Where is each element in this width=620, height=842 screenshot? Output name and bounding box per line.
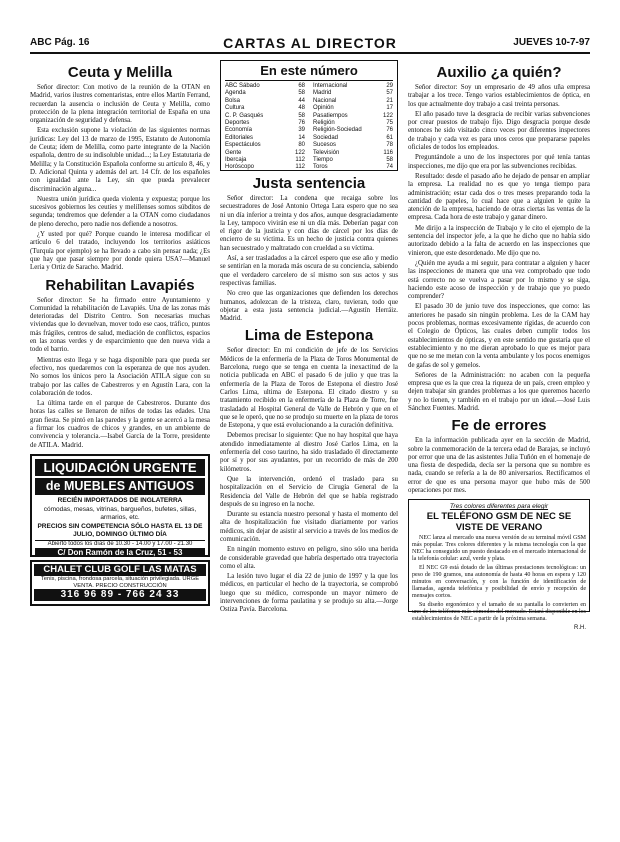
index-entry <box>225 83 305 90</box>
index-entry-label: Toros <box>313 164 328 171</box>
index-entry-page: 122 <box>294 149 305 156</box>
paragraph: No creo que las organizaciones que defienden los derechos humanos, adolezcan de la tristeza, claro, tuvieran, todo que objetar a esta justa sentencia judicial.—Agustín Herráiz. Madrid. <box>220 290 398 323</box>
index-entry-label: Cultura <box>225 105 245 112</box>
index-entry-page: 57 <box>386 90 393 97</box>
ad-text: Tenis, piscina, frondosa parcela, situación privilegiada. URGE VENTA. PRECIO CONSTRUCCIÓN <box>40 575 200 589</box>
ad-hours: Abierto todos los días de 10.30 - 14.00 y 17.00 - 21.30 <box>35 540 205 547</box>
paragraph: Resultado: desde el pasado año he dejado de pensar en ampliar la empresa. La realidad no es que yo tenga tiempo para administración; estar cada dos o tres meses preparando toda la cantidad de papeles, lo cual hace que a alguien le quite la atención de la empresa, haciendo de otras ciertas las ventas de la empresa. Cada hora de este trabajo y ganar dinero. <box>408 172 590 222</box>
index-entry <box>225 105 305 112</box>
paragraph: El pasado 30 de junio tuve dos inspecciones, que como: las anteriores he pasado sin ningún problema. Les de la CAM hay pocos problemas, normas excesivamente rígidas, de acuerdo con el Colegio de Ópticos, las cuales deben cumplir todos los establecimientos de ópticas, y en este sentido me gustaría que el establecimiento y no me dieran aprobado lo que es mejor para que no se me metan con la venta ambulante y los pocos enemigos de gafas de sol y gemelos. <box>408 303 590 369</box>
paragraph: NEC lanza al mercado una nueva versión de su terminal móvil GSM más popular. Tres colores diferentes y la misma tecnología con la que NEC ha conseguido un puesto destacado en el mercado internacional de la telefonía celular: azul, verde y plata. <box>412 535 586 563</box>
paragraph: Señores de la Administración: no acaben con la pequeña empresa que es la que crea la riqueza de un país, creen empleo y dejen trabajar sin grandes problemas a los que queremos hacerlo y no lo tienen, y también en el trabajo por un ideal.—José Luis Sánchez Fuentes. Madrid. <box>408 371 590 412</box>
paragraph: Nuestra unión jurídica queda violenta y expuesta; porque los sucesivos gobiernos les ceutíes y melillenses somos súbditos de segunda; tendremos que defender a la OTAN como ciudadanos de pleno derecho, pero nadie nos defiende a nosotros. <box>30 195 210 228</box>
index-entry-page: 39 <box>298 127 305 134</box>
index-entry-label: Madrid <box>313 90 332 97</box>
index-entry-label: C. P. Gasqués <box>225 112 264 119</box>
index-entry-label: Religión <box>313 120 335 127</box>
index-entry <box>225 90 305 97</box>
index-entry-label: Televisión <box>313 149 340 156</box>
index-entry-label: Gente <box>225 149 242 156</box>
paragraph: El año pasado tuve la desgracia de recibir varias subvenciones por crear puestos de trabajo fijo. Digo desgracia porque desde entonces he sido visitado cinco veces por diferentes inspectores de trabajo y cada vez es para unos ceros que prepararse papeles oficiales de todos los empleados. <box>408 110 590 152</box>
index-entry-page: 14 <box>298 134 305 141</box>
index-entry <box>225 98 305 105</box>
paragraph: Señor director: Soy un empresario de 49 años uña empresa trabajar a los trece. Tengo varios establecimientos de óptica, en los que actualmente doy trabajo a casi treinta personas. <box>408 84 590 108</box>
paragraph: En la información publicada ayer en la sección de Madrid, sobre la conmemoración de la tercera edad de Barajas, se incluyó por error que una de las asistentes Julia Tuñón en el homenaje de una fiesta de despedida, decía ser la persona que su nombre es nada, cuando se refería a la de 80 aniversarios. Rectificamos el error de que es una persona mayor que hubo más de 500 operaciones por mes. <box>408 437 590 495</box>
ad-signature: R.H. <box>574 625 586 632</box>
paragraph: Señor director: La condena que recaiga sobre los secuestradores de José Antonio Ortega Lara espero que no sea ni un día inferior a treinta y dos años, aunque desgraciadamente la Ley, tampoco vivirán ese ni un día más. Deberían pagar con el rigor de la justicia y con días de cárcel por los días de encierro de su víctima. Es un hecho de justicia contra quienes han secuestrado y maltratado con crueldad a su víctima. <box>220 195 398 252</box>
index-entry <box>225 164 305 171</box>
paragraph: La lesión tuvo lugar el día 22 de junio de 1997 y la que los médicos, en particular el hecho de la trayectoria, se comprobó luego que su médico, corresponde un mayor número de intervenciones de forma paulatina y se produjo su alta.—Jorge Ostiza Pavía. Barcelona. <box>220 573 398 614</box>
index-entry <box>225 127 305 134</box>
index-entry-label: Editoriales <box>225 134 254 141</box>
index-entry <box>225 135 305 142</box>
index-entry <box>313 113 393 120</box>
ad-subheadline: de MUEBLES ANTIGUOS <box>35 478 205 495</box>
index-entry <box>225 157 305 164</box>
index-entry <box>225 150 305 157</box>
index-entry <box>313 90 393 97</box>
index-entry <box>313 98 393 105</box>
paragraph: Debemos precisar lo siguiente: Que no hay hospital que haya atendido inmediatamente al diestro José Carlos Lima, en la enfermería del coso taurino, ha sido trasladado él directamente por sí y por sus ayudantes, por un recorrido de más de 200 kilómetros. <box>220 432 398 473</box>
section-title: CARTAS AL DIRECTOR <box>223 35 397 51</box>
index-entry <box>313 105 393 112</box>
paragraph: Preguntándole a uno de los inspectores por qué tenía tantas inspecciones, me dijo que era por las subvenciones recibidas. <box>408 154 590 170</box>
index-entry-page: 76 <box>298 120 305 127</box>
paragraph: En ningún momento estuvo en peligro, sino sólo una herida de considerable gravedad que habría despertado otra trayectoria como el alta. <box>220 546 398 570</box>
index-list <box>225 83 393 172</box>
paragraph: Durante su estancia nuestro personal y hasta el momento del alta de hospitalización fue visitado diariamente por varios médicos, sin dejar de asistir al servicio a través de los medios de comunicación. <box>220 511 398 543</box>
index-entry-page: 29 <box>386 83 393 89</box>
article-body-lavapies <box>30 297 210 450</box>
index-entry-label: Sucesos <box>313 142 337 149</box>
index-entry-page: 58 <box>298 112 305 119</box>
index-entry-label: Internacional <box>313 83 348 89</box>
article-title-lavapies: Rehabilitan Lavapiés <box>45 276 195 294</box>
index-entry-page: 44 <box>298 97 305 104</box>
index-entry-page: 78 <box>386 142 393 149</box>
article-title-auxilio: Auxilio ¿a quién? <box>436 64 562 81</box>
issue-date: JUEVES 10-7-97 <box>513 37 590 48</box>
index-entry-page: 75 <box>386 120 393 127</box>
index-entry-page: 21 <box>386 97 393 104</box>
index-entry <box>313 150 393 157</box>
article-body-lima-estepona <box>220 347 398 614</box>
column-middle <box>220 60 398 822</box>
index-entry-label: Deportes <box>225 120 250 127</box>
index-entry <box>225 142 305 149</box>
article-title-lima-estepona: Lima de Estepona <box>244 327 374 345</box>
index-entry-page: 58 <box>298 90 305 97</box>
index-entry-page: 58 <box>386 157 393 164</box>
article-title-justa-sentencia: Justa sentencia <box>252 175 366 192</box>
ad-text: cómodas, mesas, vitrinas, bargueños, bufetes, sillas, armarios, etc. <box>43 506 197 521</box>
index-entry-page: 122 <box>382 112 393 119</box>
article-body-ceuta-melilla <box>30 84 210 273</box>
index-entry <box>225 120 305 127</box>
ad-chalet <box>30 560 210 606</box>
index-box <box>220 60 398 171</box>
index-entry-page: 80 <box>298 142 305 149</box>
index-entry-label: Tiempo <box>313 157 333 164</box>
paragraph: Señor director: En mi condición de jefe de los Servicios Médicos de la enfermería de la Plaza de Toros Monumental de Barcelona, ruego que se tenga en cuenta la inexactitud de la noticia publicada en ABC el pasado 6 de julio y que tras la enfermería de la Plaza de Toros de Estepona el diestro José Carlos Lima, ultima de Estepona. El citado diestro y su tratamiento recibido en la enfermería de la Plaza de Torre, fue trasladado al Hospital General de Valle de Hebrón y que en el que se le operó, que no se produjo su muerte en la plaza de toros de Estepona, y que está evolucionando a la curación definitiva. <box>220 347 398 430</box>
index-entry-label: Agenda <box>225 90 246 97</box>
ad-address: C/ Don Ramón de la Cruz, 51 - 53 <box>35 548 205 557</box>
index-entry <box>313 83 393 90</box>
index-entry-label: Nacional <box>313 97 337 104</box>
index-entry-label: Ibercaja <box>225 157 247 164</box>
index-entry <box>313 135 393 142</box>
paragraph: Señor director: Se ha firmado entre Ayuntamiento y Comunidad la rehabilitación de Lavapiés. Una de las zonas más deterioradas del Distrito Centro. Son necesarias muchas viviendas que lo devuelvan, mover todo ese caos, tráfico, puntos más frágiles, centros de salud, mediación de conflictos, espacios en las zonas verdes y de esparcimiento que den nueva vida a todo el barrio. <box>30 296 210 354</box>
paragraph: ¿Quién me ayuda a mi seguir, para contratar a alguien y hacer las inspecciones de manera que una vez comprobado que todo está correcto no se vuelva a pasar por lo mismo y se siga, haciendo este acoso de inspección y de trabajo que yo puedo comprender? <box>408 259 590 301</box>
index-entry-page: 116 <box>383 149 393 156</box>
paragraph: Su diseño ergonómico y el tamaño de su pantalla lo convierten en uno de los teléfonos más cómodos del mercado. Estará disponible en los establecimientos de NEC a partir de la próxima semana. <box>412 602 586 623</box>
index-entry-page: 61 <box>386 134 393 141</box>
index-entry-label: Horóscopo <box>225 164 255 171</box>
column-left <box>30 60 210 822</box>
ad-headline: EL TELÉFONO GSM DE NEC SE VISTE DE VERANO <box>426 511 572 534</box>
index-entry-page: 112 <box>295 157 305 164</box>
index-column <box>313 83 393 172</box>
index-entry-label: Religión-Sociedad <box>313 127 362 134</box>
paragraph: El NEC G9 está dotado de las últimas prestaciones tecnológicas: un peso de 190 gramos, una autonomía de hasta 40 horas en espera y 120 minutos en conversación, y con la función de identificación de llamadas, agenda telefónica y posibilidad de envío y recepción de mensajes cortos. <box>412 565 586 600</box>
article-title-ceuta-melilla: Ceuta y Melilla <box>67 64 173 81</box>
index-entry <box>313 127 393 134</box>
index-entry-label: Bolsa <box>225 97 241 104</box>
index-entry-page: 112 <box>295 164 305 171</box>
index-entry-page: 48 <box>298 105 305 112</box>
paragraph: Señor director: Con motivo de la reunión de la OTAN en Madrid, varios ilustres comentaristas, entre ellos Martín Ferrand, recuerdan la ausencia o inclusión de Ceuta y Melilla, como protección de la plena integración territorial de España en una organización de seguridad y defensa. <box>30 84 210 125</box>
page-header <box>30 36 590 54</box>
index-entry <box>313 120 393 127</box>
index-entry-page: 17 <box>386 105 393 112</box>
index-entry-label: Economía <box>225 127 253 134</box>
paragraph: Me dirijo a la inspección de Trabajo y le cito el ejemplo de la sentencia del inspector jefe, a la que he dicho que no había sido autorizado debido a la falta de acuerdo en las inspecciones que vinieron, que este desordenado. Me dijo que no. <box>408 224 590 257</box>
index-entry-page: 74 <box>386 164 393 171</box>
ad-muebles-antiguos <box>30 454 210 557</box>
article-body-justa-sentencia <box>220 195 398 323</box>
index-entry-label: Pasatiempos <box>313 112 348 119</box>
ad-headline: CHALET CLUB GOLF LAS MATAS <box>34 564 206 576</box>
ad-headline: LIQUIDACIÓN URGENTE <box>35 459 205 476</box>
paragraph: Mientras esto llega y se haga disponible para que pueda ser efectivo, nos quedaremos con la esperanza de que nos ayuden. No somos los únicos pero la Asociación ATILA sigue con su trabajo por las calles de Cabestreros y en Agustín Lara, con la colaboración de todos. <box>30 356 210 397</box>
ad-kicker: Tres colores diferentes para elegir <box>449 503 549 511</box>
column-right <box>408 60 590 822</box>
index-column <box>225 83 305 172</box>
paragraph: La última tarde en el parque de Cabestreros. Durante dos horas las calles se llenaron de niños de todas las edades. Una gran fiesta. Se pintó en las paredes y la gente se acercó a la mesa a firmar los cuadros de chicos y grandes, en un ambiente de convivencia y tolerancia.—Isabel García de la Torre, presidente de ATILA. Madrid. <box>30 400 210 449</box>
index-entry <box>313 157 393 164</box>
index-entry <box>313 164 393 171</box>
article-body-auxilio <box>408 84 590 413</box>
index-entry-label: Sociedad <box>313 134 339 141</box>
paragraph: Así, a ser trasladados a la cárcel espero que ese año y medio se sentirían en la morada más oscura de su conciencia, sabiendo que el verdadero carcelero de sí mismo son sus actos y sus respectivas familias. <box>220 255 398 287</box>
index-title: En este número <box>225 63 393 81</box>
paragraph: Esta exclusión supone la violación de las siguientes normas jurídicas: Ley del 13 de marzo de 1995, Estatuto de Autonomía de Ceuta; ídem de Melilla, como parte integrante de la Nación española, dentro de su indisoluble unidad...; la Ley Estatutaria de Melilla; y la Constitución Española conforme su artículo 8, 46, y D. Adicional Quinta y además del art. 14 Cfr. de los españoles con igualdad ante la Ley, sin que pueda prevalecer discriminación alguna... <box>30 127 210 193</box>
ad-phone: 316 96 89 - 766 24 33 <box>34 589 206 601</box>
index-entry-page: 68 <box>298 83 305 89</box>
index-entry-label: ABC Sábado <box>225 83 260 89</box>
index-entry <box>225 113 305 120</box>
paragraph: Que la intervención, ordenó el traslado para su hospitalización en el Servicio de Cirugía General de la Residencia del Valle de Hebrón del que se había registrado después de su ingreso en la noche. <box>220 475 398 508</box>
paragraph: ¿Y usted por qué? Porque cuando le interesa modificar el artículo 6 del tratado, incluyendo los territorios asiáticos (Turquía por ejemplo) se ha llevado a cabo sin pensar nada; ¿Es que hay que pasar siempre por donde quiera USA?—Manuel Leria y Ortiz de Saracho. Madrid. <box>30 231 210 272</box>
page-number: ABC Pág. 16 <box>30 37 90 48</box>
index-entry-page: 76 <box>386 127 393 134</box>
ad-nec-telefono <box>408 499 590 632</box>
ad-text: RECIÉN IMPORTADOS DE INGLATERRA <box>57 496 183 504</box>
ad-text: PRECIOS SIN COMPETENCIA SÓLO HASTA EL 13 DE JULIO, DOMINGO ÚLTIMO DÍA <box>37 523 203 538</box>
index-entry-label: Opinión <box>313 105 334 112</box>
index-entry <box>313 142 393 149</box>
index-entry-label: Espectáculos <box>225 142 261 149</box>
article-title-fe-de-errores: Fe de errores <box>451 417 547 435</box>
article-body-fe-de-errores <box>408 437 590 495</box>
